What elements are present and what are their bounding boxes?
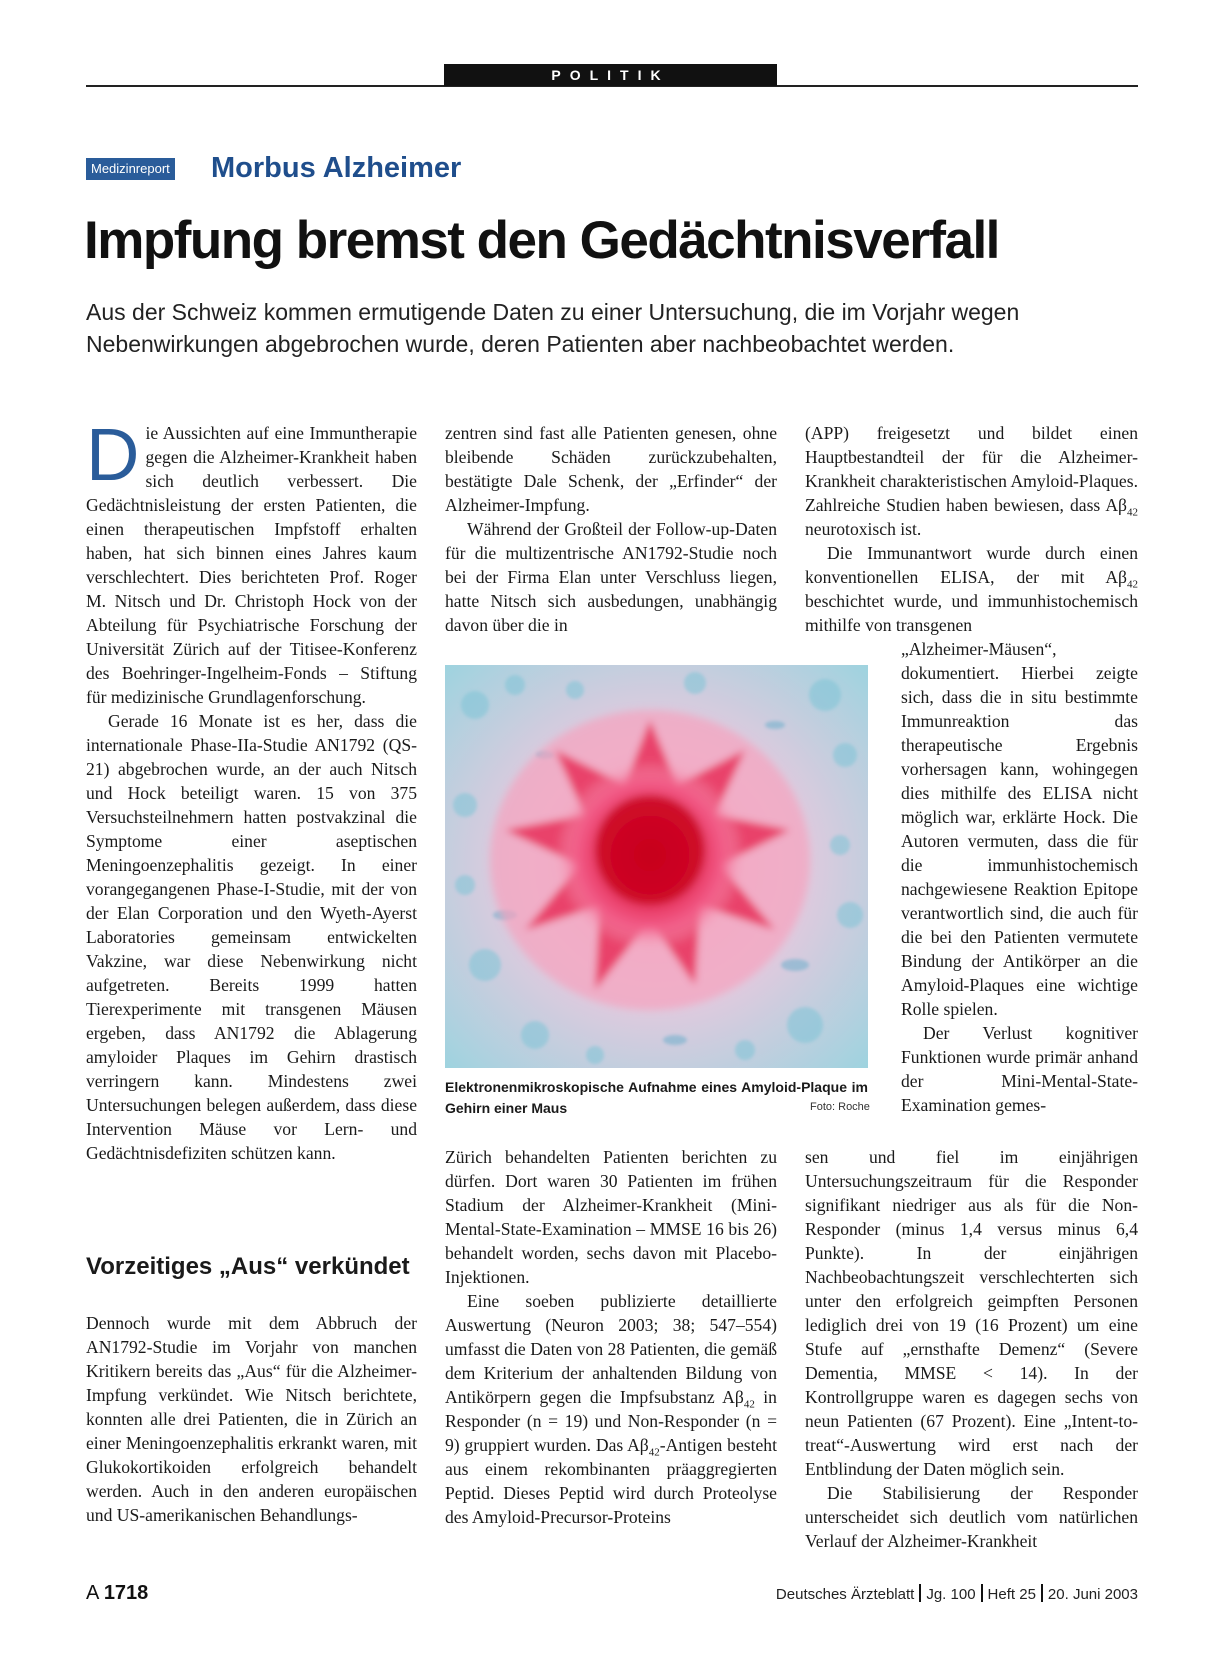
headline: Impfung bremst den Gedächtnisverfall bbox=[84, 211, 999, 270]
photo-credit: Foto: Roche bbox=[810, 1101, 870, 1113]
paragraph: Gerade 16 Monate ist es her, dass die internationale Phase-IIa-Studie AN1792 (QS-21) abgebrochen wurde, an der auch Nitsch und Hock beteiligt waren. 15 von 375 Versuchsteilnehmern hatten postvakzinal die Symptome einer aseptischen Meningoenzephalitis gezeigt. In einer vorangegangenen Phase-I-Studie, mit der von der Elan Corporation und den Wyeth-Ayerst Laboratories gemeinsam entwickelten Vakzine, war diese Nebenwirkung nicht aufgetreten. Bereits 1999 hatten Tierexperimente mit transgenen Mäusen ergeben, dass AN1792 die Ablagerung amyloider Plaques im Gehirn drastisch verringern kann. Mindestens zwei Untersuchungen belegen außerdem, dass diese Intervention Mäuse vor Lern- und Gedächtnisdefiziten schützen kann. bbox=[86, 711, 417, 1163]
paragraph: ie Aussichten auf eine Immuntherapie gegen die Alzheimer-Krankheit haben sich deutlich verbessert. Die Gedächtnisleistung der ersten Patienten, die einen therapeutischen Impfstoff erhalten haben, hat sich binnen eines Jahres kaum verschlechtert. Dies berichteten Prof. Roger M. Nitsch und Dr. Christoph Hock von der Abteilung für Psychiatrische Forschung der Universität Zürich auf der Titisee-Konferenz des Boehringer-Ingelheim-Fonds – Stiftung für medizinische Grundlagenforschung. bbox=[86, 423, 417, 707]
paragraph: sen und fiel im einjährigen Untersuchungszeitraum für die Responder signifikant niedriger aus als für die Non-Responder (minus 1,4 versus minus 6,4 Punkte). In der einjährigen Nachbeobachtungszeit verschlechterten sich unter den erfolgreich geimpften Personen lediglich drei von 19 (16 Prozent) um eine Stufe auf „ernsthafte Demenz“ (Severe Dementia, MMSE < 14). In der Kontrollgruppe waren es dagegen sechs von neun Patienten (67 Prozent). Eine „Intent-to-treat“-Auswertung wird erst nach der Entblindung der Daten möglich sein. bbox=[805, 1147, 1138, 1479]
divider bbox=[1041, 1584, 1043, 1602]
journal-footer: Deutsches Ärzteblatt Jg. 100 Heft 25 20. Juni 2003 bbox=[775, 1586, 1138, 1603]
paragraph: Eine soeben publizierte detaillierte Auswertung (Neuron 2003; 38; 547–554) umfasst die Daten von 28 Patienten, die gemäß dem Kriterium der anhaltenden Bildung von Antikörpern gegen die Impfsubstanz $A\beta_{42}$ in Responder (n = 19) und Non-Responder (n = 9) gruppiert wurden. Das $A\beta_{42}$-Antigen besteht aus einem rekombinanten präaggregierten Peptid. Dieses Peptid wird durch Proteolyse des Amyloid-Precursor-Proteins bbox=[445, 1291, 777, 1527]
plaque-micrograph-image bbox=[445, 665, 868, 1068]
column-2 bbox=[445, 421, 777, 637]
topic-title: Morbus Alzheimer bbox=[211, 152, 462, 184]
page-number: A 1718 bbox=[86, 1582, 149, 1604]
paragraph: Der Verlust kognitiver Funktionen wurde primär anhand der Mini-Mental-State-Examination gemes- bbox=[901, 1023, 1138, 1115]
paragraph: Dennoch wurde mit dem Abbruch der AN1792-Studie im Vorjahr von manchen Kritikern bereits das „Aus“ für die Alzheimer-Impfung verkündet. Wie Nitsch berichtete, konnten alle drei Patienten, die in Zürich an einer Meningoenzephalitis erkrankt waren, mit Glukokortikoiden erfolgreich behandelt werden. Auch in den anderen europäischen und US-amerikanischen Behandlungs- bbox=[86, 1313, 417, 1525]
column-3-narrow bbox=[901, 637, 1138, 1117]
paragraph: Die Stabilisierung der Responder unterscheidet sich deutlich vom natürlichen Verlauf der Alzheimer-Krankheit bbox=[805, 1483, 1138, 1551]
column-3 bbox=[805, 421, 1138, 637]
paragraph: (APP) freigesetzt und bildet einen Hauptbestandteil der für die Alzheimer-Krankheit charakteristischen Amyloid-Plaques. Zahlreiche Studien haben bewiesen, dass $A\beta_{42}$ neurotoxisch ist. bbox=[805, 423, 1138, 539]
subheading: Vorzeitiges „Aus“ verkündet bbox=[86, 1253, 410, 1280]
divider bbox=[919, 1584, 921, 1602]
drop-cap: D bbox=[86, 413, 140, 496]
column-1 bbox=[86, 413, 417, 1165]
paragraph: „Alzheimer-Mäusen“, dokumentiert. Hierbei zeigte sich, dass die in situ bestimmte Immunreaktion das therapeutische Ergebnis vorhersagen kann, wohingegen dies mithilfe des ELISA nicht möglich war, erklärte Hock. Die Autoren vermuten, dass die für die immunhistochemisch nachgewiesene Reaktion Epitope verantwortlich sind, die auch für die bei den Patienten vermutete Bindung der Antikörper an die Amyloid-Plaques eine wichtige Rolle spielen. bbox=[901, 639, 1138, 1019]
column-3-continued bbox=[805, 1145, 1138, 1553]
paragraph: Zürich behandelten Patienten berichten zu dürfen. Dort waren 30 Patienten im frühen Stadium der Alzheimer-Krankheit (Mini-Mental-State-Examination – MMSE 16 bis 26) behandelt worden, sechs davon mit Placebo-Injektionen. bbox=[445, 1147, 777, 1287]
dek: Aus der Schweiz kommen ermutigende Daten zu einer Untersuchung, die im Vorjahr wegen Nebenwirkungen abgebrochen wurde, deren Patienten aber nachbeobachtet werden. bbox=[86, 299, 1020, 357]
figure-caption: Elektronenmikroskopische Aufnahme eines Amyloid-Plaque im Gehirn einer Maus bbox=[445, 1079, 868, 1116]
paragraph: Die Immunantwort wurde durch einen konventionellen ELISA, der mit $A\beta_{42}$ beschichtet wurde, und immunhistochemisch mithilfe von transgenen bbox=[805, 543, 1138, 635]
divider bbox=[981, 1584, 983, 1602]
column-1-continued bbox=[86, 1311, 417, 1527]
kicker-label: Medizinreport bbox=[86, 158, 175, 180]
section-label: POLITIK bbox=[444, 64, 777, 86]
paragraph: Während der Großteil der Follow-up-Daten für die multizentrische AN1792-Studie noch bei der Firma Elan unter Verschluss liegen, hatte Nitsch sich ausbedungen, unabhängig davon über die in bbox=[445, 519, 777, 635]
column-2-continued bbox=[445, 1145, 777, 1529]
paragraph: zentren sind fast alle Patienten genesen, ohne bleibende Schäden zurückzubehalten, bestätigte Dale Schenk, der „Erfinder“ der Alzheimer-Impfung. bbox=[445, 423, 777, 515]
